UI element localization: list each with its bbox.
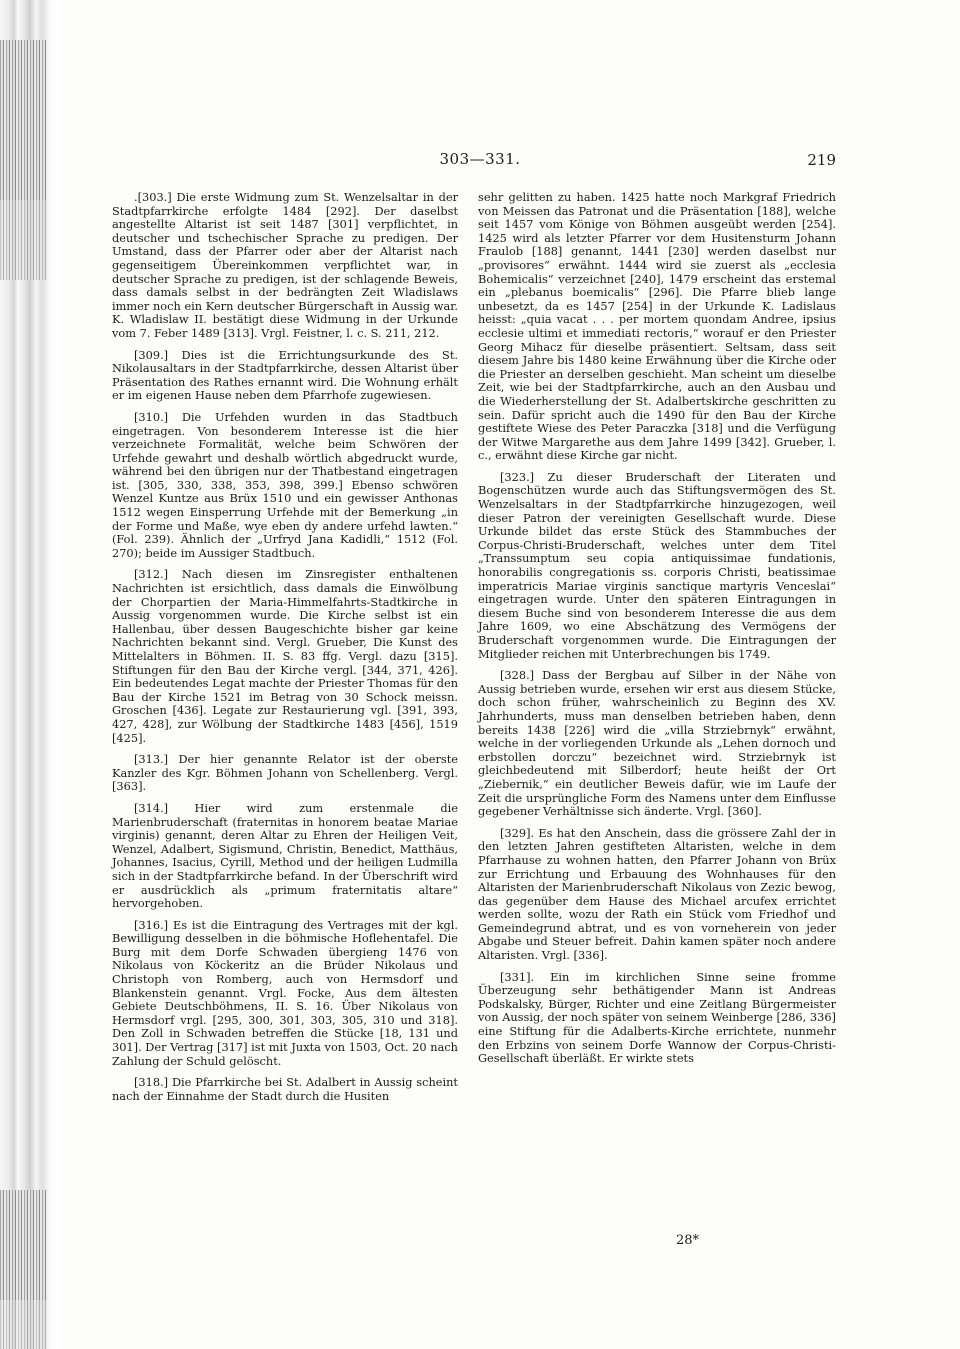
note-paragraph: [314.] Hier wird zum erstenmale die Marienbruderschaft (fraternitas in honorem beatae Mariae virginis) genannt, deren Altar zu Ehren der Heiligen Veit, Wenzel, Adalbert, Sigismund, Christin, Benedict, Matthäus, Johannes, Isacius, Cyrill, Method und der heiligen Ludmilla sich in der Stadtpfarrkirche befand. In der Überschrift wird er ausdrücklich als „primum fraternitatis altare“ hervorgehoben. [112, 800, 458, 911]
binding-edge [0, 0, 58, 1349]
note-paragraph: [329]. Es hat den Anschein, dass die grössere Zahl der in den letzten Jahren gestifteten Altaristen, welche in dem Pfarrhause zu wohnen hatten, den Pfarrer Johann von Brüx zur Errichtung und Erbauung des Wohnhauses für den Altaristen der Marienbruderschaft Nikolaus von Zezic bewog, das gegenüber dem Hause des Michael arcufex errichtet werden sollte, wozu der Rath ein Stück vom Friedhof und Gemeindegrund abtrat, und es von vorneherein von jeder Abgabe und Steuer befreit. Dahin kamen später noch andere Altaristen. Vrgl. [336]. [478, 825, 836, 963]
right-column [478, 191, 836, 1074]
note-paragraph: [316.] Es ist die Eintragung des Vertrages mit der kgl. Bewilligung desselben in die böhmische Hoflehentafel. Die Burg mit dem Dorfe Schwaden übergieng 1476 von Nikolaus von Köckeritz an die Brüder Nikolaus und Christoph von Romberg, auch von Hermsdorf und Blankenstein genannt. Vrgl. Focke, Aus dem ältesten Gebiete Deutschböhmens, II. S. 16. Über Nikolaus von Hermsdorf vrgl. [295, 300, 301, 303, 305, 310 und 318]. Den Zoll in Schwaden betreffen die Stücke [18, 131 und 301]. Der Vertrag [317] ist mit Juxta von 1503, Oct. 20 nach Zahlung der Schuld gelöscht. [112, 917, 458, 1068]
note-paragraph: [312.] Nach diesen im Zinsregister enthaltenen Nachrichten ist ersichtlich, dass damals die Einwölbung der Chorpartien der Maria-Himmelfahrts-Stadtkirche in Aussig vorgenommen wurde. Die Kirche selbst ist ein Hallenbau, über dessen Baugeschichte bisher gar keine Nachrichten bekannt sind. Vergl. Grueber, Die Kunst des Mittelalters in Böhmen. II. S. 83 ffg. Vergl. dazu [315]. Stiftungen für den Bau der Kirche vergl. [344, 371, 426]. Ein bedeutendes Legat machte der Priester Thomas für den Bau der Kirche 1521 im Betrag von 30 Schock meissn. Groschen [436]. Legate zur Restaurierung vgl. [391, 393, 427, 428], zur Wölbung der Stadtkirche 1483 [456], 1519 [425]. [112, 567, 458, 745]
left-column [112, 191, 458, 1111]
note-paragraph: [323.] Zu dieser Bruderschaft der Literaten und Bogenschützen wurde auch das Stiftungsvermögen des St. Wenzelsaltars in der Stadtpfarrkirche hinzugezogen, weil dieser Patron der vereinigten Gesellschaft wurde. Diese Urkunde bildet das erste Stück des Stammbuches der Corpus-Christi-Bruderschaft, welches unter dem Titel „Transsumptum seu copia antiquissimae fundationis, honorabilis congregationis ss. corporis Christi, beatissimae imperatricis Mariae virginis sanctique martyris Venceslai“ eingetragen wurde. Unter den späteren Eintragungen in diesem Buche sind von besonderem Interesse die aus dem Jahre 1609, wo eine Abschätzung des Vermögens der Bruderschaft vorgenommen wurde. Die Eintragungen der Mitglieder reichen mit Unterbrechungen bis 1749. [478, 469, 836, 661]
note-paragraph: [328.] Dass der Bergbau auf Silber in der Nähe von Aussig betrieben wurde, ersehen wir erst aus diesem Stücke, doch schon früher, wahrscheinlich zu Beginn des XV. Jahrhunderts, muss man denselben betrieben haben, denn bereits 1438 [226] wird die „villa Strziebrnyk“ erwähnt, welche in der vorliegenden Urkunde als „Lehen dornoch und erbstollen dorczu“ bezeichnet wird. Strziebrnyk ist gleichbedeutend mit Silberdorf; heute heißt der Ort „Ziebernik,“ ein deutlicher Beweis dafür, wie im Laufe der Zeit die ursprüngliche Form des Namens unter dem Einflusse gegebener Verhältnisse sich änderte. Vrgl. [360]. [478, 668, 836, 819]
note-paragraph-continued: sehr gelitten zu haben. 1425 hatte noch Markgraf Friedrich von Meissen das Patronat und die Präsentation [188], welche seit 1457 vom Könige von Böhmen ausgeübt werden [254]. 1425 wird als letzter Pfarrer vor dem Husitensturm Johann Fraulob [188] genannt, 1441 [230] werden daselbst nur „provisores“ erwähnt. 1444 wird sie zuerst als „ecclesia Bohemicalis“ verzeichnet [240], 1479 erscheint das erstemal ein „plebanus boemicalis“ [296]. Die Pfarre blieb lange unbesetzt, da es 1457 [254] in der Urkunde K. Ladislaus heisst: „quia vacat . . . per mortem quondam Andree, ipsius ecclesie ultimi et immediati rectoris,“ worauf er den Priester Georg Mihacz für dieselbe präsentiert. Seltsam, dass seit diesem Jahre bis 1480 keine Erwähnung über die Kirche oder die Priester an derselben geschieht. Man scheint um dieselbe Zeit, wie bei der Stadtpfarrkirche, auch an den Ausbau und die Wiederherstellung der St. Adalbertskirche geschritten zu sein. Dafür spricht auch die 1490 für den Bau der Kirche gestiftete Wiese des Peter Paraczka [318] und die Verfügung der Witwe Margarethe aus dem Jahre 1499 [342]. Grueber, l. c., erwähnt diese Kirche gar nicht. [478, 190, 836, 463]
note-paragraph: .[303.] Die erste Widmung zum St. Wenzelsaltar in der Stadtpfarrkirche erfolgte 1484 [292]. Der daselbst angestellte Altarist ist seit 1487 [301] verpflichtet, in deutscher und tschechischer Sprache zu predigen. Der Umstand, dass der Pfarrer oder aber der Altarist nach gegenseitigem Übereinkommen verpflichtet war, in deutscher Sprache zu predigen, ist der schlagende Beweis, dass damals selbst in der bedrängten Zeit Wladislaws immer noch ein Kern deutscher Bürgerschaft in Aussig war. K. Wladislaw II. bestätigt diese Widmung in der Urkunde vom 7. Feber 1489 [313]. Vrgl. Feistner, l. c. S. 211, 212. [112, 190, 458, 340]
binding-shadow [0, 200, 46, 280]
note-paragraph: [309.] Dies ist die Errichtungsurkunde des St. Nikolausaltars in der Stadtpfarrkirche, dessen Altarist über Präsentation des Rathes ernannt wird. Die Wohnung erhält er im eigenen Hause neben dem Pfarrhofe zugewiesen. [112, 347, 458, 403]
binding-shadow [0, 40, 46, 200]
note-paragraph: [318.] Die Pfarrkirche bei St. Adalbert in Aussig scheint nach der Einnahme der Stadt durch die Husiten [112, 1075, 458, 1103]
signature-mark: 28* [676, 1233, 700, 1248]
binding-shadow [0, 1190, 46, 1300]
page-number: 219 [807, 151, 836, 169]
binding-shadow [0, 1300, 46, 1349]
note-paragraph: [310.] Die Urfehden wurden in das Stadtbuch eingetragen. Von besonderem Interesse ist die hier verzeichnete Formalität, welche beim Schwören der Urfehde gewahrt und deshalb wörtlich abgedruckt wurde, während bei den übrigen nur der Thatbestand eingetragen ist. [305, 330, 338, 353, 398, 399.] Ebenso schwören Wenzel Kuntze aus Brüx 1510 und ein gewisser Anthonas 1512 wegen Einsperrung Urfehde mit der Bemerkung „in der Forme und Maße, wye eben dy andere urfehd lawten.“ (Fol. 239). Ähnlich der „Urfryd Jana Kadidli,“ 1512 (Fol. 270); beide im Aussiger Stadtbuch. [112, 409, 458, 560]
note-paragraph: [313.] Der hier genannte Relator ist der oberste Kanzler des Kgr. Böhmen Johann von Schellenberg. Vergl. [363]. [112, 752, 458, 794]
running-header-range: 303—331. [439, 150, 521, 168]
note-paragraph: [331]. Ein im kirchlichen Sinne seine fromme Überzeugung sehr bethätigender Mann ist Andreas Podskalsky, Bürger, Richter und eine Zeitlang Bürgermeister von Aussig, der noch später von seinem Weinberge [286, 336] eine Stiftung für die Adalberts-Kirche errichtete, nunmehr den Erbzins von seinem Dorfe Wannow der Corpus-Christi-Gesellschaft überläßt. Er wirkte stets [478, 969, 836, 1066]
